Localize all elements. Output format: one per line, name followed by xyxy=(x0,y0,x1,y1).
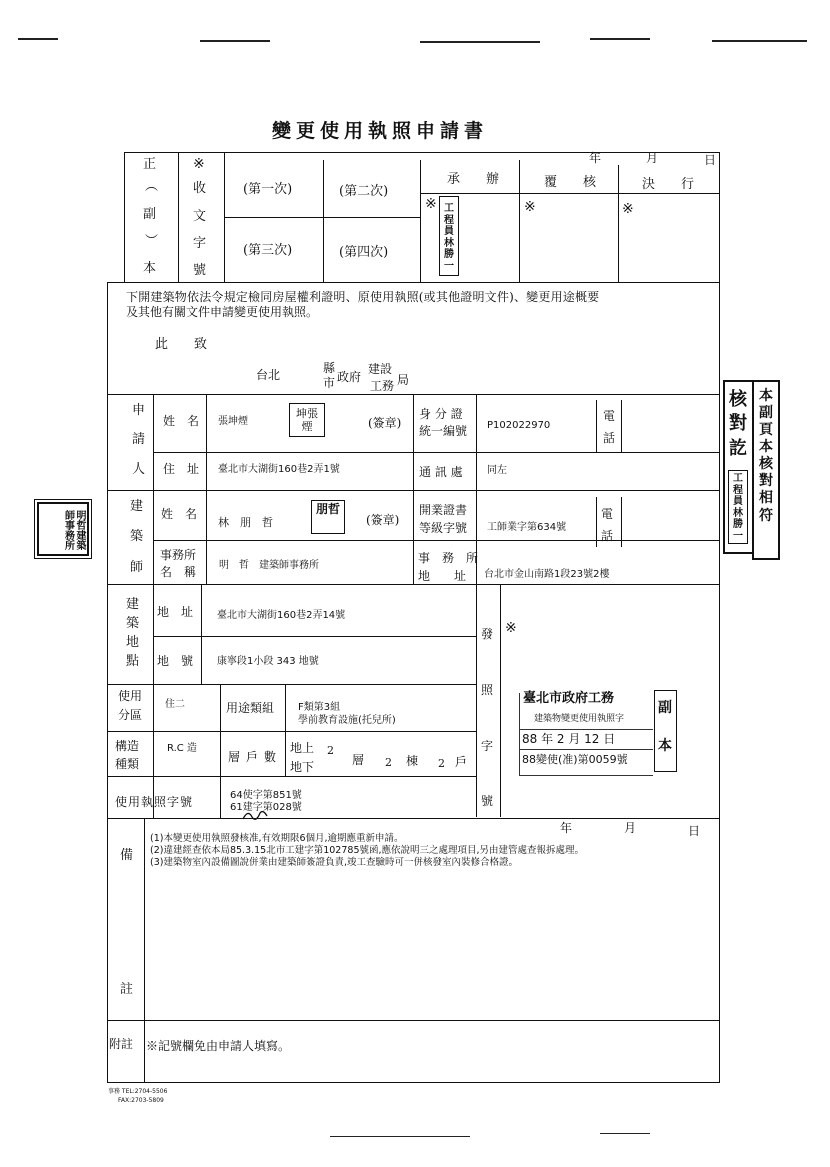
section-char: 發 xyxy=(481,627,494,641)
form-title: 變更使用執照申請書 xyxy=(272,120,489,142)
issue-month: 月 xyxy=(624,821,637,835)
date-year: 年 xyxy=(589,151,602,165)
architect-office-label-2: 名 稱 xyxy=(160,565,197,579)
footer-tel: 事務 TEL:2704-5506 xyxy=(108,1088,168,1095)
addressee-county: 縣 xyxy=(323,361,336,375)
handwritten-mark-icon xyxy=(240,807,270,825)
approval-handle: 承 辦 xyxy=(447,172,500,187)
scan-artifact-top xyxy=(590,38,650,40)
statement-line-2: 及其他有關文件申請變更使用執照。 xyxy=(126,305,319,319)
approval-decide: 決 行 xyxy=(642,177,695,192)
floors-above-value: 2 xyxy=(327,744,334,757)
receipt-char: 文 xyxy=(193,209,207,224)
issue-day: 日 xyxy=(688,824,701,838)
applicant-sign-label: (簽章) xyxy=(368,416,402,430)
footer-fax: FAX:2703-5809 xyxy=(118,1097,164,1104)
verification-title: 核對訖 xyxy=(729,389,747,459)
verification-stamp xyxy=(723,380,754,554)
scan-artifact-top xyxy=(18,38,58,40)
scan-artifact-bottom xyxy=(600,1133,650,1134)
architect-office-address-value: 台北市金山南路1段23號2樓 xyxy=(484,569,610,580)
use-group-value-2: 學前教育設施(托兒所) xyxy=(298,715,396,726)
building-address-value: 臺北市大湖街160巷2弄14號 xyxy=(217,610,346,621)
issue-number-stamp xyxy=(519,693,653,776)
section-char: 人 xyxy=(132,462,146,477)
architect-name-label: 姓 名 xyxy=(161,507,198,521)
license-value-2: 61建字第028號 xyxy=(230,802,302,813)
issue-stamp-date: 88 年 2 月 12 日 xyxy=(522,732,616,746)
addressee-bureau: 局 xyxy=(397,373,410,387)
remarks-label-bottom: 註 xyxy=(120,982,134,997)
left-office-seal xyxy=(37,502,89,556)
addressee-dept-top: 建設 xyxy=(368,362,393,376)
left-office-seal-text: 明哲建築師事務所 xyxy=(62,510,85,550)
use-group-value-1: F類第3組 xyxy=(298,702,341,713)
building-lot-label: 地 號 xyxy=(157,654,194,668)
floors-unit: 層 xyxy=(352,753,365,767)
applicant-id-value: P102022970 xyxy=(487,420,551,431)
round-4: (第四次) xyxy=(339,245,389,260)
round-3: (第三次) xyxy=(243,243,293,258)
section-char: 建 xyxy=(126,597,140,612)
duplicate-copy-char: 副 xyxy=(658,700,672,716)
architect-seal xyxy=(311,500,345,534)
duplicate-copy-stamp xyxy=(654,690,677,772)
license-label: 使用執照字號 xyxy=(115,795,194,809)
section-char: 字 xyxy=(481,739,494,753)
applicant-address-value: 臺北市大湖街160巷2弄1號 xyxy=(218,464,340,475)
receipt-char: 收 xyxy=(193,181,207,196)
architect-cert-label-1: 開業證書 xyxy=(419,503,468,517)
section-char: 號 xyxy=(481,794,494,808)
round-1: (第一次) xyxy=(243,182,293,197)
mark-asterisk: ※ xyxy=(425,196,437,212)
applicant-address-label: 住 址 xyxy=(163,462,200,476)
copy-label-char: ︶ xyxy=(145,234,159,249)
match-verification-text: 本副頁本核對相符 xyxy=(759,388,773,524)
round-2: (第二次) xyxy=(339,184,389,199)
architect-office-address-label-2: 地 址 xyxy=(418,569,467,583)
issue-stamp-rule xyxy=(520,729,653,730)
verification-inner-text: 工程員林勝一 xyxy=(733,473,743,542)
copy-label-char: ︵ xyxy=(145,179,159,194)
copy-label-char: 副 xyxy=(143,207,157,222)
approval-review: 覆 核 xyxy=(544,175,597,190)
section-char: 照 xyxy=(481,683,494,697)
addressee-city-char: 市 xyxy=(323,376,336,390)
mark-asterisk: ※ xyxy=(524,199,536,215)
building-address-label: 地 址 xyxy=(157,605,194,619)
remark-item: (3)建築物室內設備圖說併業由建築師簽證負責,竣工查驗時可一併核發室內裝修合格證。 xyxy=(150,857,518,868)
floors-above-label: 地上 xyxy=(290,741,315,755)
architect-office-label-1: 事務所 xyxy=(160,548,197,562)
buildings-value: 2 xyxy=(385,756,392,769)
license-value-1: 64使字第851號 xyxy=(230,790,302,801)
mark-asterisk: ※ xyxy=(505,620,517,636)
scan-artifact-top xyxy=(712,40,807,42)
handler-seal-text: 工程員林勝一 xyxy=(444,203,454,272)
use-group-label: 用途類組 xyxy=(226,701,275,715)
section-char: 請 xyxy=(132,432,146,447)
use-zone-label: 分區 xyxy=(118,708,143,722)
section-char: 築 xyxy=(130,529,144,544)
issue-stamp-rule xyxy=(520,749,653,750)
receipt-char: 號 xyxy=(193,263,207,278)
statement-line-1: 下開建築物依法令規定檢同房屋權利證明、原使用執照(或其他證明文件)、變更用途概要 xyxy=(126,290,600,304)
applicant-seal-text: 坤張煙 xyxy=(296,407,318,434)
section-char: 築 xyxy=(126,616,140,631)
applicant-phone-label: 電 xyxy=(603,409,616,423)
match-verification-stamp xyxy=(752,380,780,560)
units-unit: 戶 xyxy=(455,755,468,769)
architect-cert-label-2: 等級字號 xyxy=(419,521,468,535)
salutation: 此 致 xyxy=(155,337,208,352)
structure-label: 種類 xyxy=(115,757,140,771)
applicant-mail-value: 同左 xyxy=(487,465,507,476)
architect-cert-value: 工師業字第634號 xyxy=(487,522,567,533)
copy-label-char: 本 xyxy=(143,261,157,276)
mark-asterisk: ※ xyxy=(622,201,634,217)
scan-artifact-bottom xyxy=(330,1136,470,1137)
architect-sign-label: (簽章) xyxy=(366,513,400,527)
applicant-id-label-1: 身 分 證 xyxy=(419,407,463,421)
issue-stamp-office: 臺北市政府工務 xyxy=(523,691,615,706)
issue-year: 年 xyxy=(560,821,573,835)
buildings-unit: 棟 xyxy=(406,754,419,768)
remark-item: (1)本變更使用執照發核准,有效期限6個月,逾期應重新申請。 xyxy=(150,833,404,844)
applicant-name: 張坤煙 xyxy=(218,416,248,427)
addressee-gov: 政府 xyxy=(337,370,362,384)
applicant-id-label-2: 統一編號 xyxy=(419,424,468,438)
architect-seal-text: 朋哲 xyxy=(315,502,340,516)
section-char: 點 xyxy=(126,654,140,669)
scan-artifact-top xyxy=(200,40,270,42)
date-month: 月 xyxy=(646,151,659,165)
architect-office-address-label-1: 事 務 所 xyxy=(418,551,479,565)
verification-inner-box xyxy=(728,470,748,544)
addressee-dept-bottom: 工務 xyxy=(370,379,395,393)
section-char: 建 xyxy=(130,499,144,514)
handler-seal-stamp xyxy=(439,196,459,276)
floors-label: 層戶數 xyxy=(228,750,283,764)
date-day: 日 xyxy=(704,153,717,167)
remark-item: (2)違建經查依本局85.3.15北市工建字第102785號函,應依說明三之處理項目,另由建管處查報拆處理。 xyxy=(150,845,585,856)
structure-value: R.C 造 xyxy=(167,743,197,754)
architect-phone-label: 電 xyxy=(601,507,614,521)
use-zone-label: 使用 xyxy=(118,689,143,703)
applicant-name-label: 姓 名 xyxy=(163,414,200,428)
remarks-label-top: 備 xyxy=(120,848,134,863)
copy-label-char: 正 xyxy=(143,157,157,172)
units-value: 2 xyxy=(438,757,445,770)
section-char: 地 xyxy=(126,635,140,650)
addressee-city: 台北 xyxy=(256,368,281,382)
section-char: 申 xyxy=(132,403,146,418)
architect-phone-label: 話 xyxy=(601,529,614,543)
issue-stamp-subtitle: 建築物變更使用執照字 xyxy=(534,714,625,724)
scan-artifact-top xyxy=(420,41,540,43)
receipt-char: 字 xyxy=(193,236,207,251)
architect-office-value: 明 哲 建築師事務所 xyxy=(219,560,319,571)
duplicate-copy-char: 本 xyxy=(658,738,672,754)
floors-below-label: 地下 xyxy=(290,760,315,774)
applicant-seal xyxy=(289,403,325,437)
structure-label: 構造 xyxy=(115,739,140,753)
applicant-phone-label: 話 xyxy=(603,431,616,445)
applicant-mail-label: 通 訊 處 xyxy=(419,465,463,479)
use-zone-value: 住二 xyxy=(165,699,185,710)
section-char: 師 xyxy=(130,560,144,575)
attachment-text: ※記號欄免由申請人填寫。 xyxy=(146,1039,291,1053)
attachment-label: 附註 xyxy=(109,1037,134,1051)
building-lot-value: 康寧段1小段 343 地號 xyxy=(217,656,319,667)
architect-name: 林 朋 哲 xyxy=(218,516,273,529)
mark-asterisk: ※ xyxy=(193,156,205,172)
issue-stamp-number: 88變使(准)第0059號 xyxy=(522,753,628,766)
